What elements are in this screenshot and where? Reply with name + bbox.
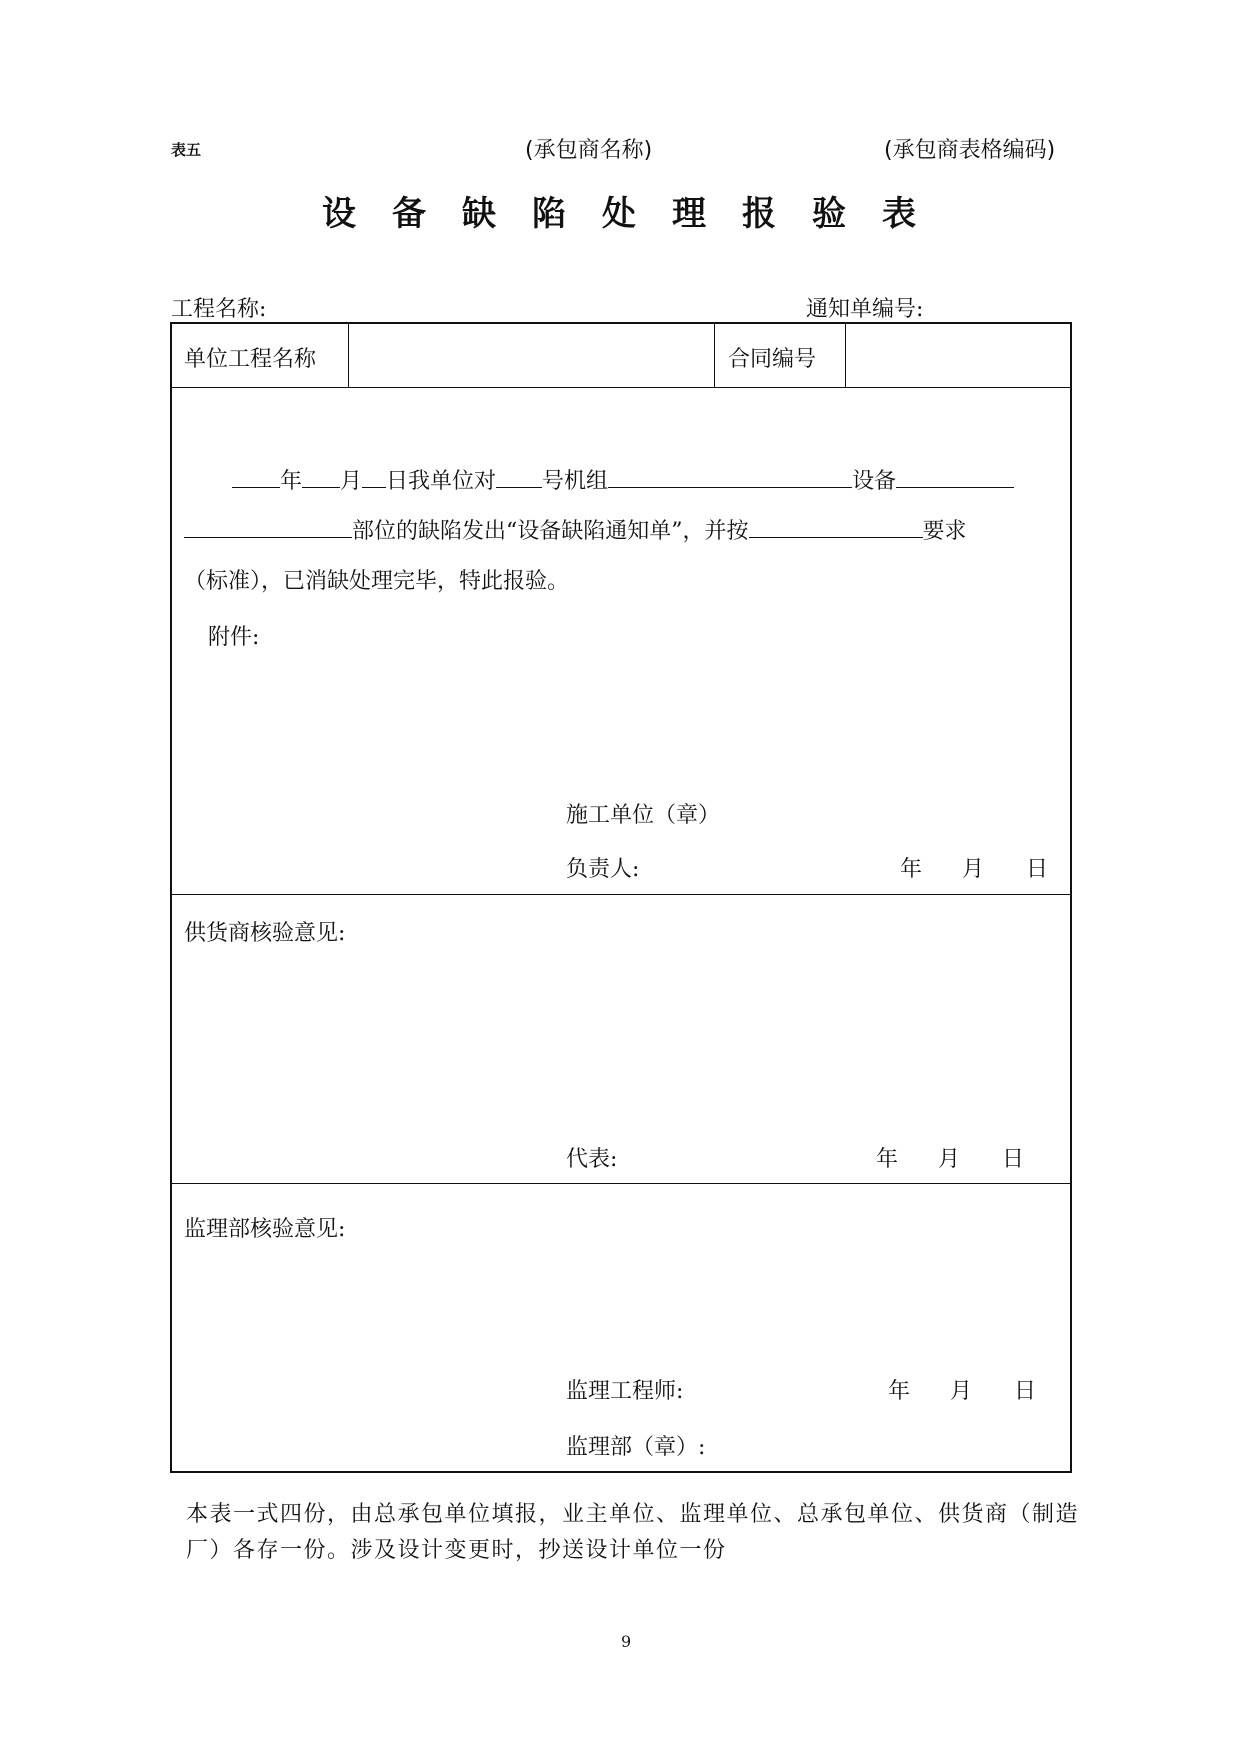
unit-project-name-label: 单位工程名称 (184, 347, 317, 372)
date-month-label: 月 (962, 857, 985, 882)
divider (172, 1183, 1070, 1184)
day-blank[interactable] (362, 465, 386, 488)
form-title: 设备缺陷处理报验表 (322, 194, 952, 234)
report-line-1: 年 月 日我单位对 号机组 设备 (232, 464, 1014, 495)
supervision-dept-seal-label: 监理部（章）: (566, 1435, 706, 1460)
part-blank[interactable] (184, 515, 352, 538)
notice-number-label: 通知单编号: (806, 297, 924, 322)
date-day-label: 日 (1026, 857, 1049, 882)
project-name-label: 工程名称: (171, 297, 267, 322)
date-month-label: 月 (950, 1379, 973, 1404)
footer-note: 本表一式四份，由总承包单位填报，业主单位、监理单位、总承包单位、供货商（制造厂）各存一份。涉及设计变更时，抄送设计单位一份 (186, 1502, 1080, 1563)
year-blank[interactable] (232, 465, 280, 488)
divider (172, 894, 1070, 895)
contractor-name-placeholder: (承包商名称) (525, 138, 653, 163)
date-year-label: 年 (876, 1147, 899, 1172)
date-month-label: 月 (938, 1147, 961, 1172)
date-year-label: 年 (900, 857, 923, 882)
divider (714, 324, 715, 387)
responsible-person-label: 负责人: (566, 857, 640, 882)
supervision-opinion-label: 监理部核验意见: (184, 1217, 346, 1242)
divider (348, 324, 349, 387)
inspection-form-table (170, 322, 1072, 1473)
supplier-representative-label: 代表: (566, 1147, 618, 1172)
requirement-blank[interactable] (749, 515, 923, 538)
report-line-2: 部位的缺陷发出“设备缺陷通知单”，并按 要求 (184, 514, 967, 545)
supplier-opinion-label: 供货商核验意见: (184, 921, 346, 946)
report-line-3: （标准），已消缺处理完毕，特此报验。 (184, 569, 570, 594)
month-blank[interactable] (302, 465, 340, 488)
device-blank[interactable] (896, 465, 1014, 488)
date-year-label: 年 (888, 1379, 911, 1404)
attachments-label: 附件: (208, 625, 260, 650)
system-blank[interactable] (608, 465, 852, 488)
divider (845, 324, 846, 387)
contractor-form-code-placeholder: (承包商表格编码) (884, 138, 1056, 163)
date-day-label: 日 (1002, 1147, 1025, 1172)
contract-number-label: 合同编号 (728, 347, 817, 372)
unit-project-name-field[interactable] (354, 336, 706, 376)
contract-number-field[interactable] (852, 336, 1062, 376)
divider (172, 387, 1070, 388)
supervising-engineer-label: 监理工程师: (566, 1379, 684, 1404)
unit-number-blank[interactable] (496, 465, 542, 488)
date-day-label: 日 (1014, 1379, 1037, 1404)
table-number: 表五 (171, 141, 202, 159)
page-number: 9 (621, 1632, 632, 1651)
construction-unit-seal-label: 施工单位（章） (566, 803, 721, 828)
